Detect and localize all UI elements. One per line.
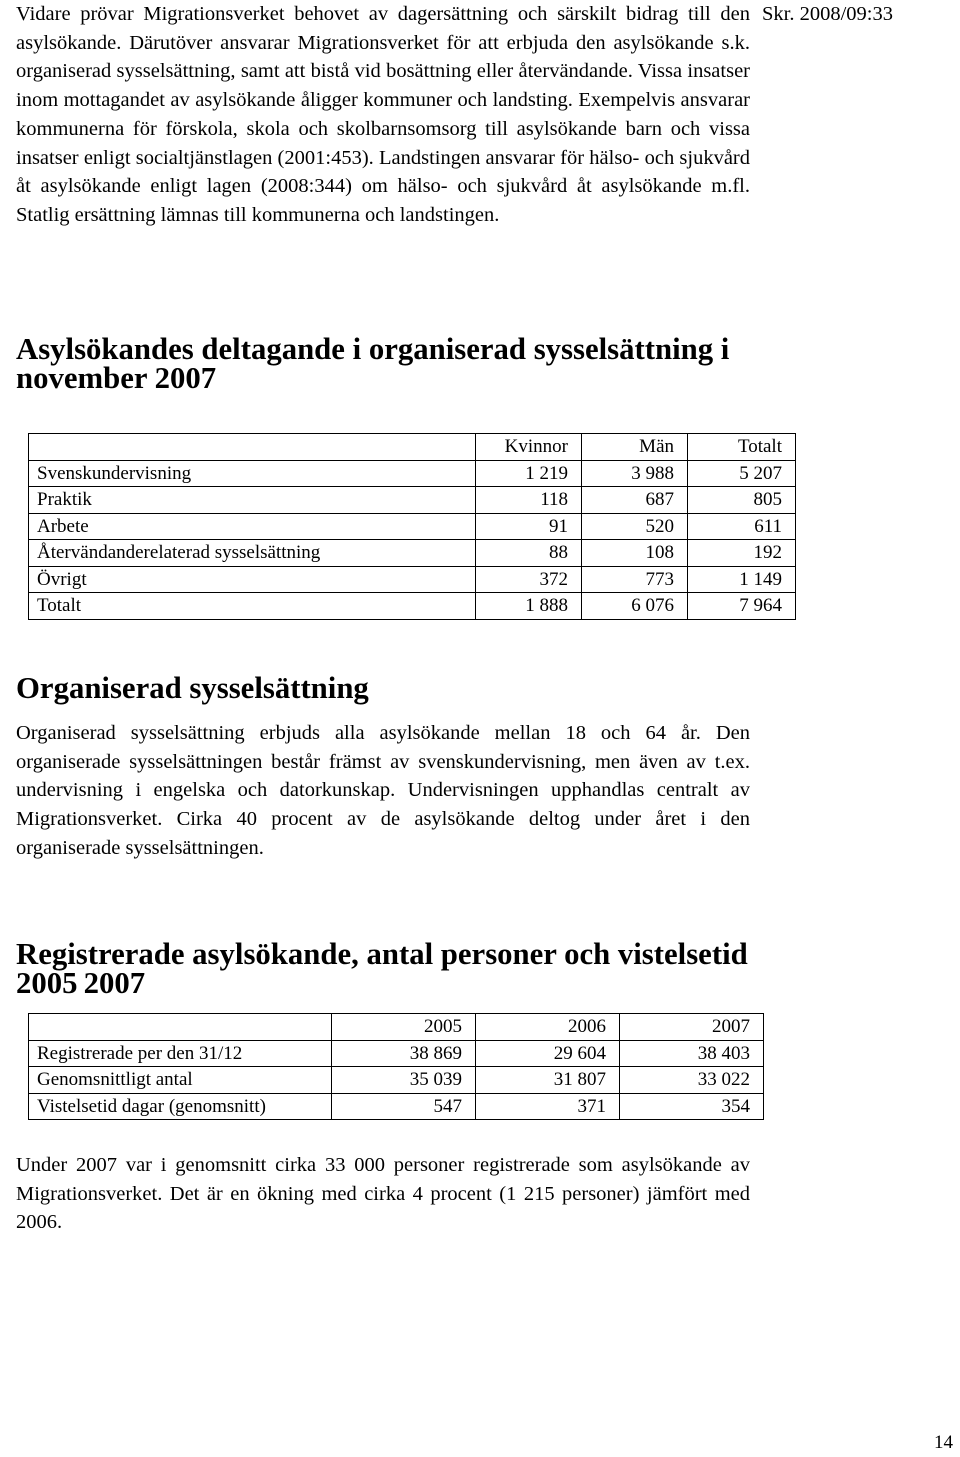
- value-cell: 192: [688, 540, 796, 567]
- row-label-cell: Vistelsetid dagar (genomsnitt): [29, 1093, 332, 1120]
- row-label-cell: Praktik: [29, 487, 476, 514]
- value-cell: 88: [476, 540, 582, 567]
- table-row: [29, 593, 796, 620]
- table1-title: Asylsökandes deltagande i organiserad sysselsättning i november 2007: [16, 332, 730, 395]
- value-cell: 2007: [620, 1014, 764, 1041]
- table2-title: Registrerade asylsökande, antal personer och vistelsetid 2005 2007: [16, 937, 748, 1000]
- value-cell: 1 219: [476, 460, 582, 487]
- value-cell: 38 403: [620, 1040, 764, 1067]
- value-cell: 687: [582, 487, 688, 514]
- value-cell: 108: [582, 540, 688, 567]
- table-row: [29, 487, 796, 514]
- value-cell: Totalt: [688, 434, 796, 461]
- table-header-row: [29, 434, 796, 461]
- value-cell: 1 888: [476, 593, 582, 620]
- table-row: [29, 1040, 764, 1067]
- value-cell: Kvinnor: [476, 434, 582, 461]
- row-label-cell: Arbete: [29, 513, 476, 540]
- intro-paragraph: Vidare prövar Migrationsverket behovet av dagersättning och särskilt bidrag till den asylsökande. Därutöver ansvarar Migrationsverket för att erbjuda den asylsökande s.k. organiserad sysselsättning, samt att bistå vid bosättning eller återvändande. Vissa insatser inom mottagandet av asylsökande åligger kommuner och landsting. Exempelvis ansvarar kommunerna för förskola, skola och skolbarnsomsorg till asylsökande barn och vissa insatser enligt socialtjänstlagen (2001:453). Landstingen ansvarar för hälso- och sjukvård åt asylsökande enligt lagen (2008:344) om hälso- och sjukvård åt asylsökande m.fl. Statlig ersättning lämnas till kommunerna och landstingen.: [16, 3, 750, 226]
- value-cell: 547: [332, 1093, 476, 1120]
- section-heading-organiserad: Organiserad sysselsättning: [16, 671, 369, 705]
- value-cell: 31 807: [476, 1067, 620, 1094]
- row-label-cell: Övrigt: [29, 566, 476, 593]
- value-cell: 29 604: [476, 1040, 620, 1067]
- participation-table: [28, 433, 796, 620]
- row-label-cell: Svenskundervisning: [29, 460, 476, 487]
- table-row: [29, 460, 796, 487]
- closing-paragraph: Under 2007 var i genomsnitt cirka 33 000 personer registrerade som asylsökande av Migrationsverket. Det är en ökning med cirka 4 procent (1 215 personer) jämfört med 2006.: [16, 1154, 750, 1234]
- value-cell: 354: [620, 1093, 764, 1120]
- value-cell: 3 988: [582, 460, 688, 487]
- value-cell: 38 869: [332, 1040, 476, 1067]
- value-cell: 520: [582, 513, 688, 540]
- table-row: [29, 540, 796, 567]
- row-label-cell: Återvändanderelaterad sysselsättning: [29, 540, 476, 567]
- value-cell: 91: [476, 513, 582, 540]
- value-cell: 611: [688, 513, 796, 540]
- value-cell: 35 039: [332, 1067, 476, 1094]
- table-row: [29, 513, 796, 540]
- table-row: [29, 1067, 764, 1094]
- value-cell: 5 207: [688, 460, 796, 487]
- row-label-cell: [29, 434, 476, 461]
- value-cell: 773: [582, 566, 688, 593]
- value-cell: 372: [476, 566, 582, 593]
- row-label-cell: Genomsnittligt antal: [29, 1067, 332, 1094]
- value-cell: 2006: [476, 1014, 620, 1041]
- row-label-cell: Registrerade per den 31/12: [29, 1040, 332, 1067]
- row-label-cell: Totalt: [29, 593, 476, 620]
- value-cell: 33 022: [620, 1067, 764, 1094]
- value-cell: 7 964: [688, 593, 796, 620]
- value-cell: 371: [476, 1093, 620, 1120]
- value-cell: 2005: [332, 1014, 476, 1041]
- value-cell: 1 149: [688, 566, 796, 593]
- page-number: 14: [934, 1432, 953, 1453]
- table-row: [29, 1093, 764, 1120]
- value-cell: 805: [688, 487, 796, 514]
- value-cell: Män: [582, 434, 688, 461]
- registered-table: [28, 1013, 764, 1120]
- row-label-cell: [29, 1014, 332, 1041]
- table-header-row: [29, 1014, 764, 1041]
- value-cell: 6 076: [582, 593, 688, 620]
- organiserad-paragraph: Organiserad sysselsättning erbjuds alla asylsökande mellan 18 och 64 år. Den organiserade sysselsättningen består främst av svenskundervisning, men även av t.ex. undervisning i engelska och datorkunskap. Undervisningen upphandlas centralt av Migrationsverket. Cirka 40 procent av de asylsökande deltog under året i den organiserade sysselsättningen.: [16, 722, 750, 859]
- side-reference: Skr. 2008/09:33: [762, 3, 893, 25]
- value-cell: 118: [476, 487, 582, 514]
- table-row: [29, 566, 796, 593]
